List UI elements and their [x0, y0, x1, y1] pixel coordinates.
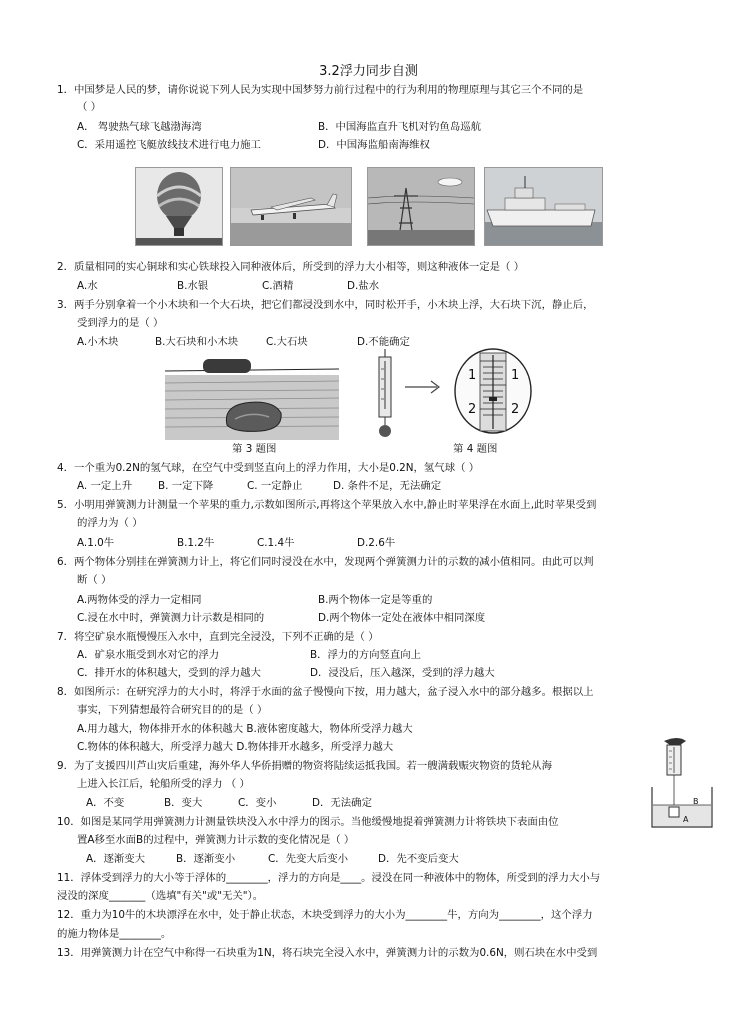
q2-option-d: D.盐水 — [347, 280, 380, 292]
q9-stem: 9．为了支援四川芦山灾后重建，海外华人华侨捐赠的物资将陆续运抵我国。若一艘满载赈灾物资的货轮从海 — [57, 760, 552, 772]
q5-option-a: A.1.0牛 — [77, 537, 115, 549]
q7-option-c: C．排开水的体积越大，受到的浮力越大 — [77, 667, 261, 679]
q5-stem: 5．小明用弹簧测力计测量一个苹果的重力,示数如图所示,再将这个苹果放入水中,静止时苹果浮在水面上,此时苹果受到 — [57, 499, 597, 511]
q3-stem-cont: 受到浮力的是（ ） — [77, 317, 164, 329]
q9-stem-cont: 上进入长江后，轮船所受的浮力 （ ） — [77, 778, 250, 790]
q8-options-cd: C.物体的体积越大，所受浮力越大 D.物体排开水越多，所受浮力越大 — [77, 741, 394, 753]
q9-option-a: A．不变 — [86, 797, 125, 809]
q3-stem: 3．两手分别拿着一个小木块和一个大石块，把它们都浸没到水中，同时松开手，小木块上浮，大石块下沉，静止后， — [57, 299, 594, 311]
q1-option-a: A． 驾驶热气球飞越渤海湾 — [77, 121, 202, 133]
q4-option-a: A. 一定上升 — [77, 480, 133, 492]
q4-stem: 4．一个重为0.2N的氢气球，在空气中受到竖直向上的浮力作用，大小是0.2N，氢气球（ ） — [57, 462, 480, 474]
figure-10-beaker — [650, 735, 714, 831]
q10-option-a: A．逐渐变大 — [86, 853, 146, 865]
q4-option-c: C. 一定静止 — [247, 480, 303, 492]
q7-stem: 7．将空矿泉水瓶慢慢压入水中，直到完全浸没，下列不正确的是（ ） — [57, 631, 379, 643]
q10-option-d: D．先不变后变大 — [378, 853, 459, 865]
patrol-airplane-photo — [230, 167, 352, 246]
q6-option-c: C.浸在水中时，弹簧测力计示数是相同的 — [77, 612, 265, 624]
q2-option-c: C.酒精 — [262, 280, 294, 292]
q13-line-1: 13．用弹簧测力计在空气中称得一石块重为1N，将石块完全浸入水中，弹簧测力计的示数为0.6N，则石块在水中受到 — [57, 947, 598, 959]
q9-option-b: B．变大 — [164, 797, 203, 809]
q8-options-ab: A.用力越大，物体排开水的体积越大 B.液体密度越大，物体所受浮力越大 — [77, 723, 413, 735]
q6-option-d: D.两个物体一定处在液体中相同深度 — [318, 612, 486, 624]
q5-stem-cont: 的浮力为（ ） — [77, 517, 143, 529]
scale-mark-1-right: 1 — [511, 368, 520, 383]
q7-option-d: D．浸没后，压入越深，受到的浮力越大 — [310, 667, 495, 679]
q6-option-a: A.两物体受的浮力一定相同 — [77, 594, 202, 606]
q9-option-d: D．无法确定 — [312, 797, 372, 809]
q5-option-c: C.1.4牛 — [257, 537, 295, 549]
q2-option-b: B.水银 — [177, 280, 209, 292]
q3-option-d: D.不能确定 — [357, 336, 410, 348]
figure-3-caption: 第 3 题图 — [232, 443, 277, 455]
q6-option-b: B.两个物体一定是等重的 — [318, 594, 433, 606]
q1-option-b: B．中国海监直升飞机对钓鱼岛巡航 — [318, 121, 481, 133]
q6-stem: 6．两个物体分别挂在弹簧测力计上，将它们同时浸没在水中，发现两个弹簧测力计的示数的减小值相同。由此可以判 — [57, 556, 594, 568]
q8-stem-cont: 事实，下列猜想最符合研究目的的是（ ） — [77, 704, 268, 716]
q3-option-a: A.小木块 — [77, 336, 119, 348]
q2-option-a: A.水 — [77, 280, 98, 292]
q11-line-2: 浸没的深度_______（选填"有关"或"无关"）。 — [57, 890, 264, 902]
hot-air-balloon-photo — [135, 167, 223, 246]
airship-power-line-photo — [367, 167, 475, 246]
q9-option-c: C．变小 — [238, 797, 277, 809]
q1-stem: 1．中国梦是人民的梦，请你说说下列人民为实现中国梦努力前行过程中的行为利用的物理原理与其它三个不同的是 — [57, 84, 584, 96]
q4-option-d: D. 条件不足，无法确定 — [333, 480, 442, 492]
q5-option-d: D.2.6牛 — [357, 537, 396, 549]
q10-option-c: C．先变大后变小 — [268, 853, 348, 865]
q4-option-b: B. 一定下降 — [158, 480, 214, 492]
q5-option-b: B.1.2牛 — [177, 537, 215, 549]
scale-mark-2-left: 2 — [468, 402, 477, 417]
figure-3-wood-and-stone — [165, 355, 339, 440]
q7-option-a: A．矿泉水瓶受到水对它的浮力 — [77, 649, 220, 661]
page-title: 3.2浮力同步自测 — [319, 64, 418, 79]
q3-option-c: C.大石块 — [266, 336, 308, 348]
q10-stem: 10．如图是某同学用弹簧测力计测量铁块没入水中浮力的图示。当他缓慢地提着弹簧测力计将铁块下表面由位 — [57, 816, 559, 828]
q1-option-c: C．采用遥控飞艇放线技术进行电力施工 — [77, 139, 261, 151]
figure-4-spring-scale — [373, 347, 533, 442]
q1-blank: （ ） — [77, 101, 102, 113]
q7-option-b: B．浮力的方向竖直向上 — [310, 649, 422, 661]
q11-line-1: 11．浮体受到浮力的大小等于浮体的________，浮力的方向是____。浸没在同一种液体中的物体，所受到的浮力大小与 — [57, 872, 601, 884]
patrol-ship-photo — [484, 167, 603, 246]
figure-4-caption: 第 4 题图 — [453, 443, 498, 455]
scale-mark-2-right: 2 — [511, 402, 520, 417]
position-a-label: A — [683, 815, 689, 824]
q6-stem-cont: 断（ ） — [77, 574, 112, 586]
q10-stem-cont: 置A移至水面B的过程中，弹簧测力计示数的变化情况是（ ） — [77, 834, 355, 846]
position-b-label: B — [693, 797, 699, 806]
q12-line-1: 12．重力为10牛的木块漂浮在水中，处于静止状态，木块受到浮力的大小为________牛，方向为________，这个浮力 — [57, 909, 593, 921]
q10-option-b: B．逐渐变小 — [176, 853, 236, 865]
q8-stem: 8．如图所示：在研究浮力的大小时，将浮于水面的盆子慢慢向下按，用力越大，盆子浸入水中的部分越多。根据以上 — [57, 686, 594, 698]
q2-stem: 2．质量相同的实心铜球和实心铁球投入同种液体后，所受到的浮力大小相等，则这种液体一定是（ ） — [57, 261, 525, 273]
q3-option-b: B.大石块和小木块 — [155, 336, 239, 348]
q12-line-2: 的施力物体是________。 — [57, 928, 172, 940]
q1-option-d: D．中国海监船南海维权 — [318, 139, 430, 151]
scale-mark-1-left: 1 — [468, 368, 477, 383]
